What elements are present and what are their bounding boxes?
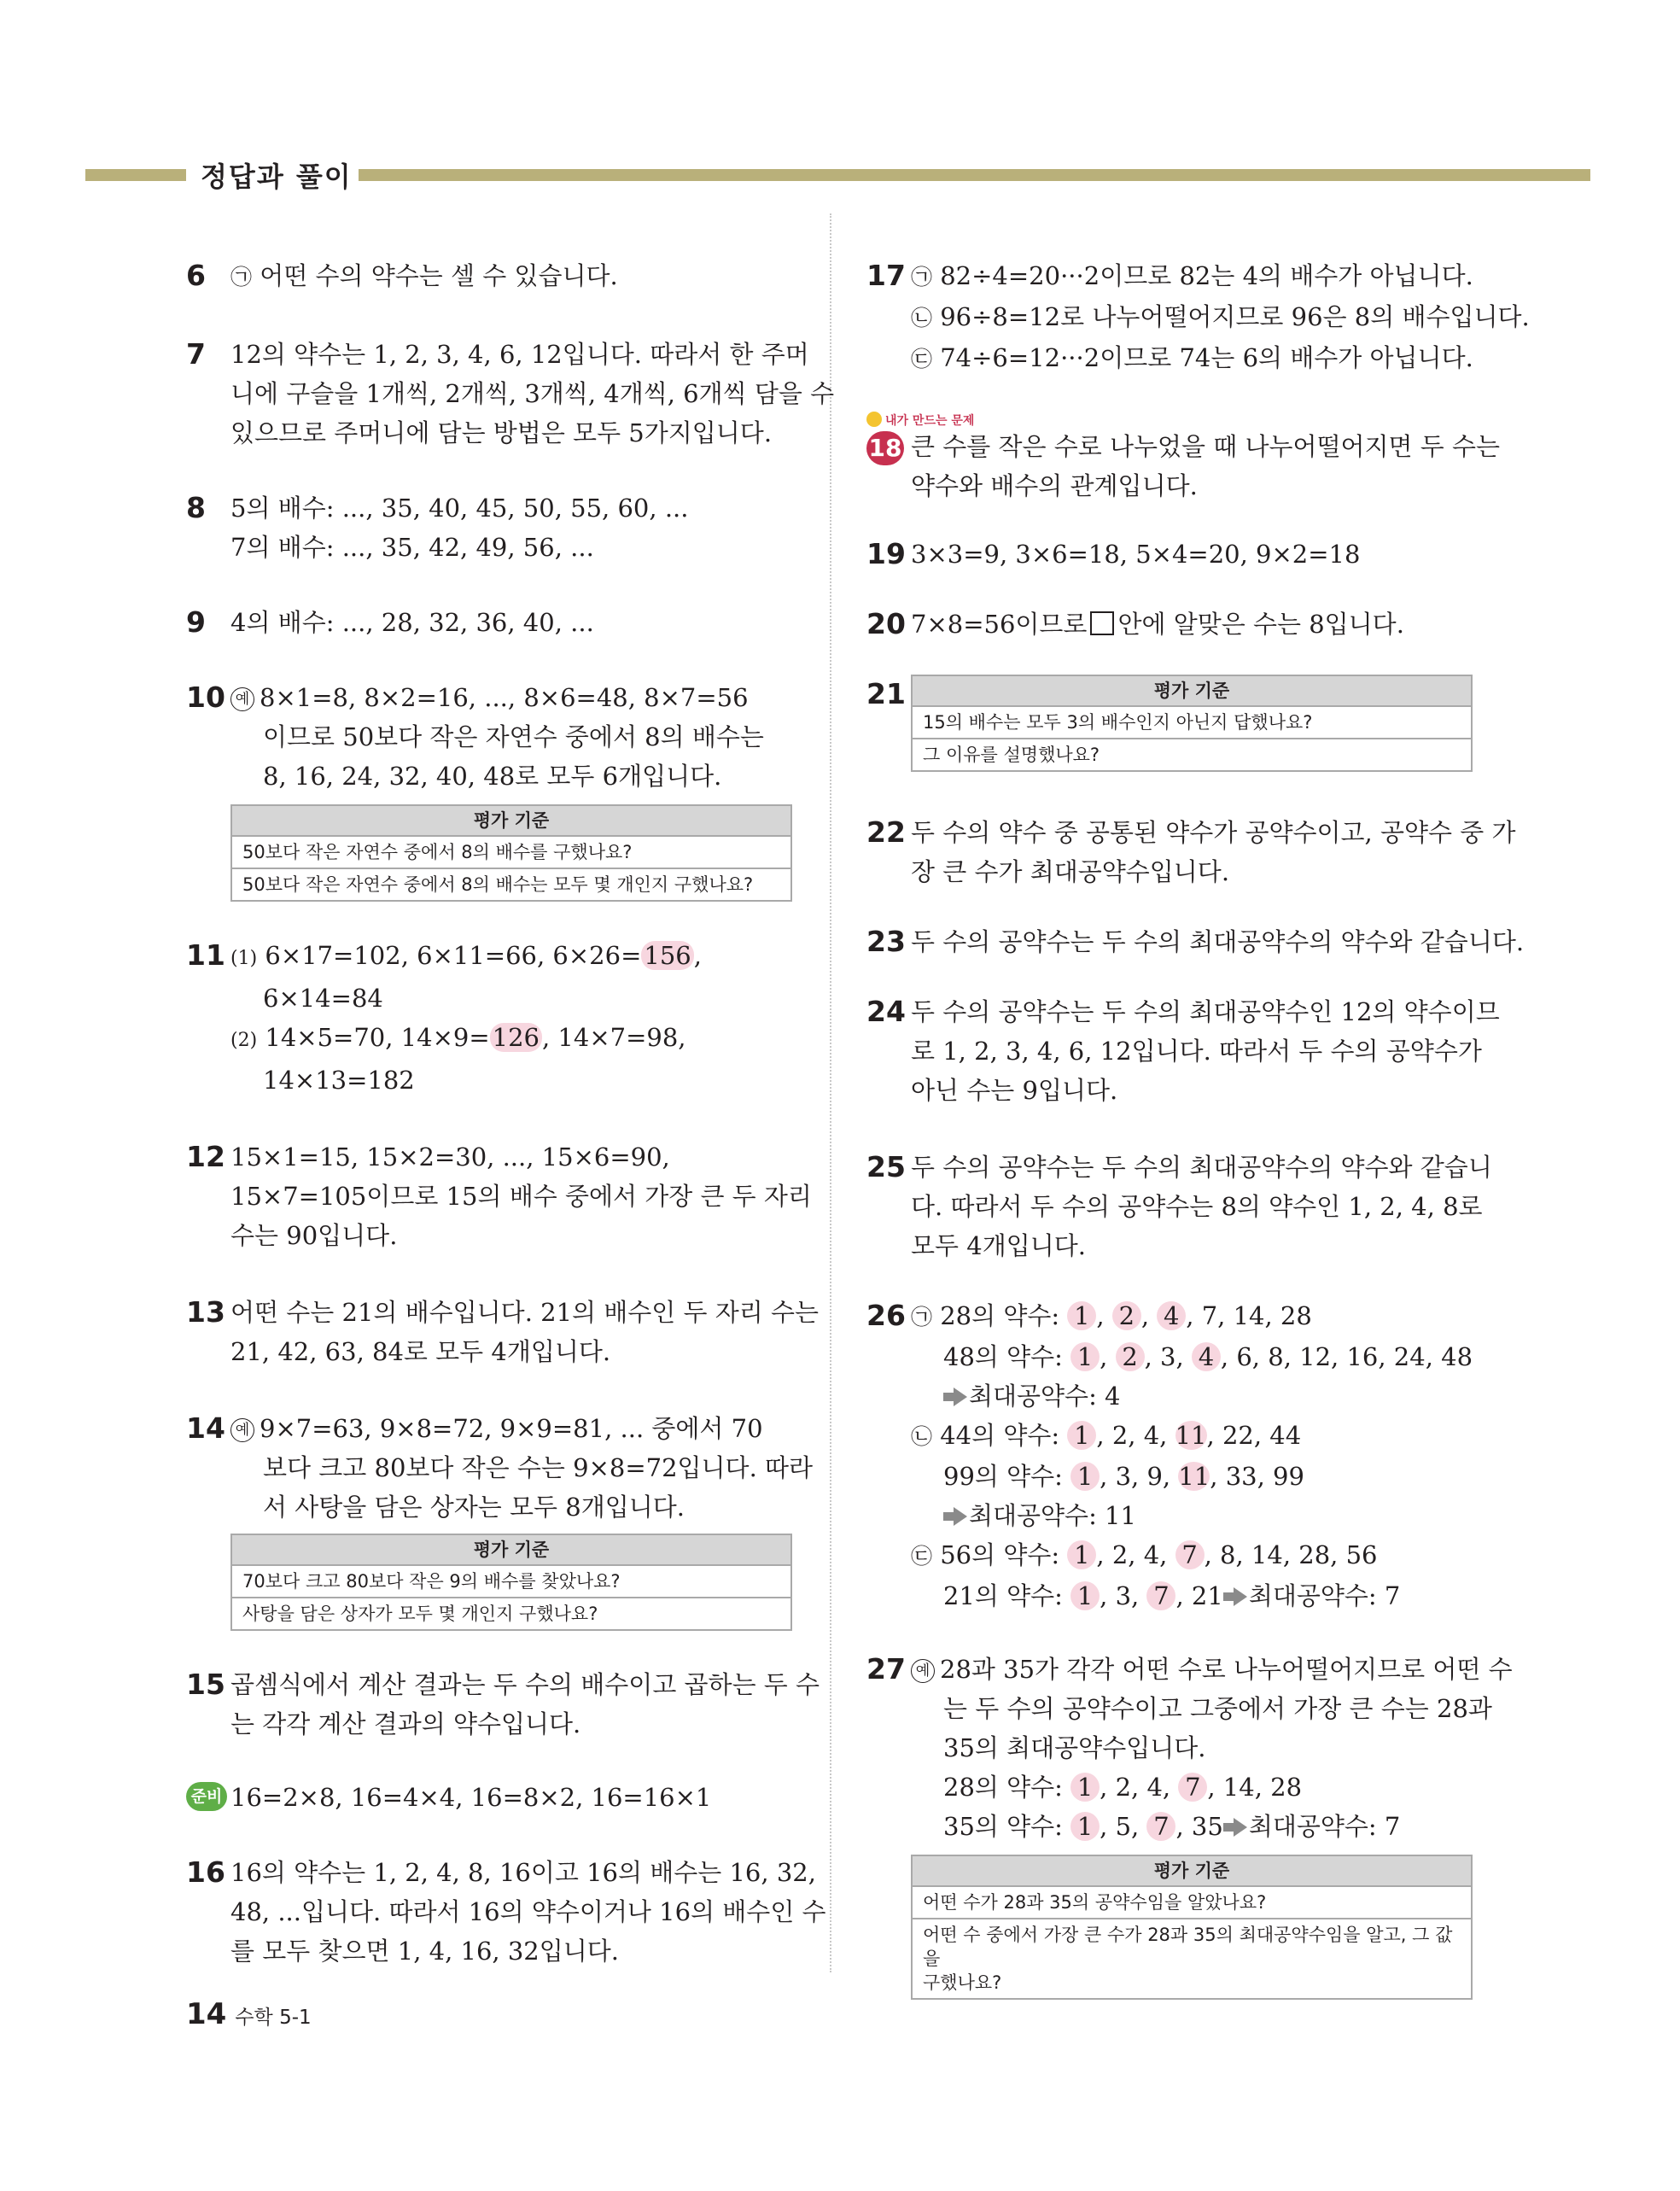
problem-23: 23 두 수의 공약수는 두 수의 최대공약수의 약수와 같습니다. [866,922,1478,961]
header-bar-right [359,169,1590,181]
problem-10: 10 예 8×1=8, 8×2=16, ..., 8×6=48, 8×7=56 이므로 50보다 작은 자연수 중에서 8의 배수는 8, 16, 24, 32, 40, 48로 모두 6개입니다. 평가 기준 50보다 작은 자연수 중에서 8의 배수를 구했나요? 50보다 작은 자연수 중에서 8의 배수는 모두 몇 개인지 구했나요? [186,678,808,902]
criteria-table: 평가 기준 어떤 수가 28과 35의 공약수임을 알았나요? 어떤 수 중에서 가장 큰 수가 28과 35의 최대공약수임을 알고, 그 값을 구했나요? [911,1855,1473,2000]
left-column [186,256,835,1971]
highlight: 126 [490,1023,542,1052]
arrow-right-icon [943,1507,969,1526]
problem-14: 14 예 9×7=63, 9×8=72, 9×9=81, ... 중에서 70 보다 크고 80보다 작은 수는 9×8=72입니다. 따라 서 사탕을 담은 상자는 모두 8개입니다. 평가 기준 70보다 크고 80보다 작은 9의 배수를 찾았나요? 사탕을 담은 상자가 모두 몇 개인지 구했나요? [186,1409,808,1631]
highlight: 156 [641,941,693,970]
blank-box [1090,611,1114,635]
problem-27: 27 예 28과 35가 각각 어떤 수로 나누어떨어지므로 어떤 수 는 두 수의 공약수이고 그중에서 가장 큰 수는 28과 35의 최대공약수입니다. 28의 약수: 1 , 2, 4, 7 , 14, 28 35의 약수: 1 , 5, 7 , 35 최대공약수: 7 평가 기준 어떤 수가 28과 35의 공약수임을 알았나요? 어떤 수 중에서 가장 큰 수가 28과 35의 최대공약수임을 알고, 그 값을 구했나요? [866,1650,1478,2000]
problem-8: 8 5의 배수: ..., 35, 40, 45, 50, 55, 60, ... 7의 배수: ..., 35, 42, 49, 56, ... [186,488,808,567]
problem-junbi: 준비 16=2×8, 16=4×4, 16=8×2, 16=16×1 [186,1778,808,1817]
header-bar-left [85,169,186,181]
arrow-right-icon [1223,1818,1249,1837]
problem-17: 17 ㉠ 82÷4=20···2이므로 82는 4의 배수가 아닙니다. ㉡ 96÷8=12로 나누어떨어지므로 96은 8의 배수입니다. ㉢ 74÷6=12···2이므로 74는 6의 배수가 아닙니다. [866,256,1478,379]
problem-21 [866,675,1478,772]
problem-number: 7 [186,337,206,371]
problem-number: 6 [186,259,206,292]
problem-number: 23 [866,925,906,958]
problem-number: 12 [186,1140,225,1173]
problem-number: 26 [866,1299,906,1332]
smile-icon [866,412,882,427]
example-mark: 예 [911,1659,935,1683]
problem-number: 27 [866,1652,906,1686]
problem-15: 15 곱셈식에서 계산 결과는 두 수의 배수이고 곱하는 두 수 는 각각 계산 결과의 약수입니다. [186,1665,808,1744]
problem-20: 20 7×8=56이므로 안에 알맞은 수는 8입니다. [866,605,1478,644]
page-footer [186,1997,312,2031]
problem-7: 7 12의 약수는 1, 2, 3, 4, 6, 12입니다. 따라서 한 주머 니에 구슬을 1개씩, 2개씩, 3개씩, 4개씩, 6개씩 담을 수 있으므로 주머니에 담는 방법은 모두 5가지입니다. [186,335,808,453]
problem-number: 13 [186,1295,225,1329]
problem-24: 24 두 수의 공약수는 두 수의 최대공약수인 12의 약수이므 로 1, 2, 3, 4, 6, 12입니다. 따라서 두 수의 공약수가 아닌 수는 9입니다. [866,992,1478,1110]
problem-11: 11 (1) 6×17=102, 6×11=66, 6×26= 156 , 6×14=84 (2) 14×5=70, 14×9= 126 , 14×7=98, 14×13=182 [186,936,808,1100]
problem-number: 20 [866,607,906,640]
problem-9: 9 4의 배수: ..., 28, 32, 36, 40, ... [186,603,808,642]
problem-25: 25 두 수의 공약수는 두 수의 최대공약수의 약수와 같습니 다. 따라서 두 수의 공약수는 8의 약수인 1, 2, 4, 8로 모두 4개입니다. [866,1148,1478,1265]
problem-6: 6 ㉠ 어떤 수의 약수는 셀 수 있습니다. [186,256,808,297]
problem-number: 19 [866,537,906,570]
custom-problem-tag: 내가 만드는 문제 [866,401,974,441]
problem-number: 9 [186,605,206,639]
book-title: 수학 5-1 [235,2007,312,2029]
problem-number: 10 [186,681,225,714]
problem-number: 14 [186,1411,225,1445]
problem-18: 내가 만드는 문제 18 큰 수를 작은 수로 나누었을 때 나누어떨어지면 두 수는 약수와 배수의 관계입니다. [866,427,1478,505]
example-mark: 예 [230,1418,254,1442]
example-mark: 예 [230,687,254,711]
problem-number: 21 [866,677,906,710]
problem-number: 24 [866,995,906,1028]
arrow-right-icon [943,1388,969,1406]
problem-13: 13 어떤 수는 21의 배수입니다. 21의 배수인 두 자리 수는 21, 42, 63, 84로 모두 4개입니다. [186,1293,808,1371]
problem-19: 19 3×3=9, 3×6=18, 5×4=20, 9×2=18 [866,535,1478,574]
problem-number: 17 [866,259,906,292]
problem-number: 25 [866,1150,906,1183]
criteria-table: 평가 기준 50보다 작은 자연수 중에서 8의 배수를 구했나요? 50보다 작은 자연수 중에서 8의 배수는 모두 몇 개인지 구했나요? [230,804,792,902]
problem-16: 16 16의 약수는 1, 2, 4, 8, 16이고 16의 배수는 16, 32, 48, ...입니다. 따라서 16의 약수이거나 16의 배수인 수 를 모두 찾으면 1, 4, 16, 32입니다. [186,1853,808,1971]
column-divider [830,213,831,1972]
arrow-right-icon [1223,1587,1249,1606]
problem-number: 16 [186,1855,225,1889]
problem-26: 26 ㉠ 28의 약수: 1 , 2 , 4 , 7, 14, 28 48의 약수: 1 , 2 , 3, 4 , 6, 8, 12, 16, 24, 48 최대공약수: 4 ㉡ 44의 약수: 1 , 2, 4, 11, 22, 44 99의 약수: 1 , 3, 9, 11, 33, 99 최대공약수: 11 ㉢ 56의 약수: 1 , 2, 4, 7 , 8, 14, 28, 56 21의 약수: 1 , 3, 7 , 21 최대공약수: 7 [866,1296,1478,1615]
problem-number: 22 [866,815,906,849]
problem-number-badge: 18 [866,431,904,465]
page-number: 14 [186,1997,227,2031]
problem-number: 11 [186,938,225,972]
problem-number: 8 [186,491,206,524]
problem-22: 22 두 수의 약수 중 공통된 약수가 공약수이고, 공약수 중 가 장 큰 수가 최대공약수입니다. [866,813,1478,891]
problem-12: 12 15×1=15, 15×2=30, ..., 15×6=90, 15×7=105이므로 15의 배수 중에서 가장 큰 두 자리 수는 90입니다. [186,1137,808,1255]
page-header-title: 정답과 풀이 [201,161,353,193]
right-column [866,256,1530,2000]
criteria-table: 평가 기준 70보다 크고 80보다 작은 9의 배수를 찾았나요? 사탕을 담은 상자가 모두 몇 개인지 구했나요? [230,1534,792,1631]
junbi-badge: 준비 [186,1782,227,1811]
problem-number: 15 [186,1668,225,1701]
criteria-table: 평가 기준 15의 배수는 모두 3의 배수인지 아닌지 답했나요? 그 이유를 설명했나요? [911,675,1473,772]
